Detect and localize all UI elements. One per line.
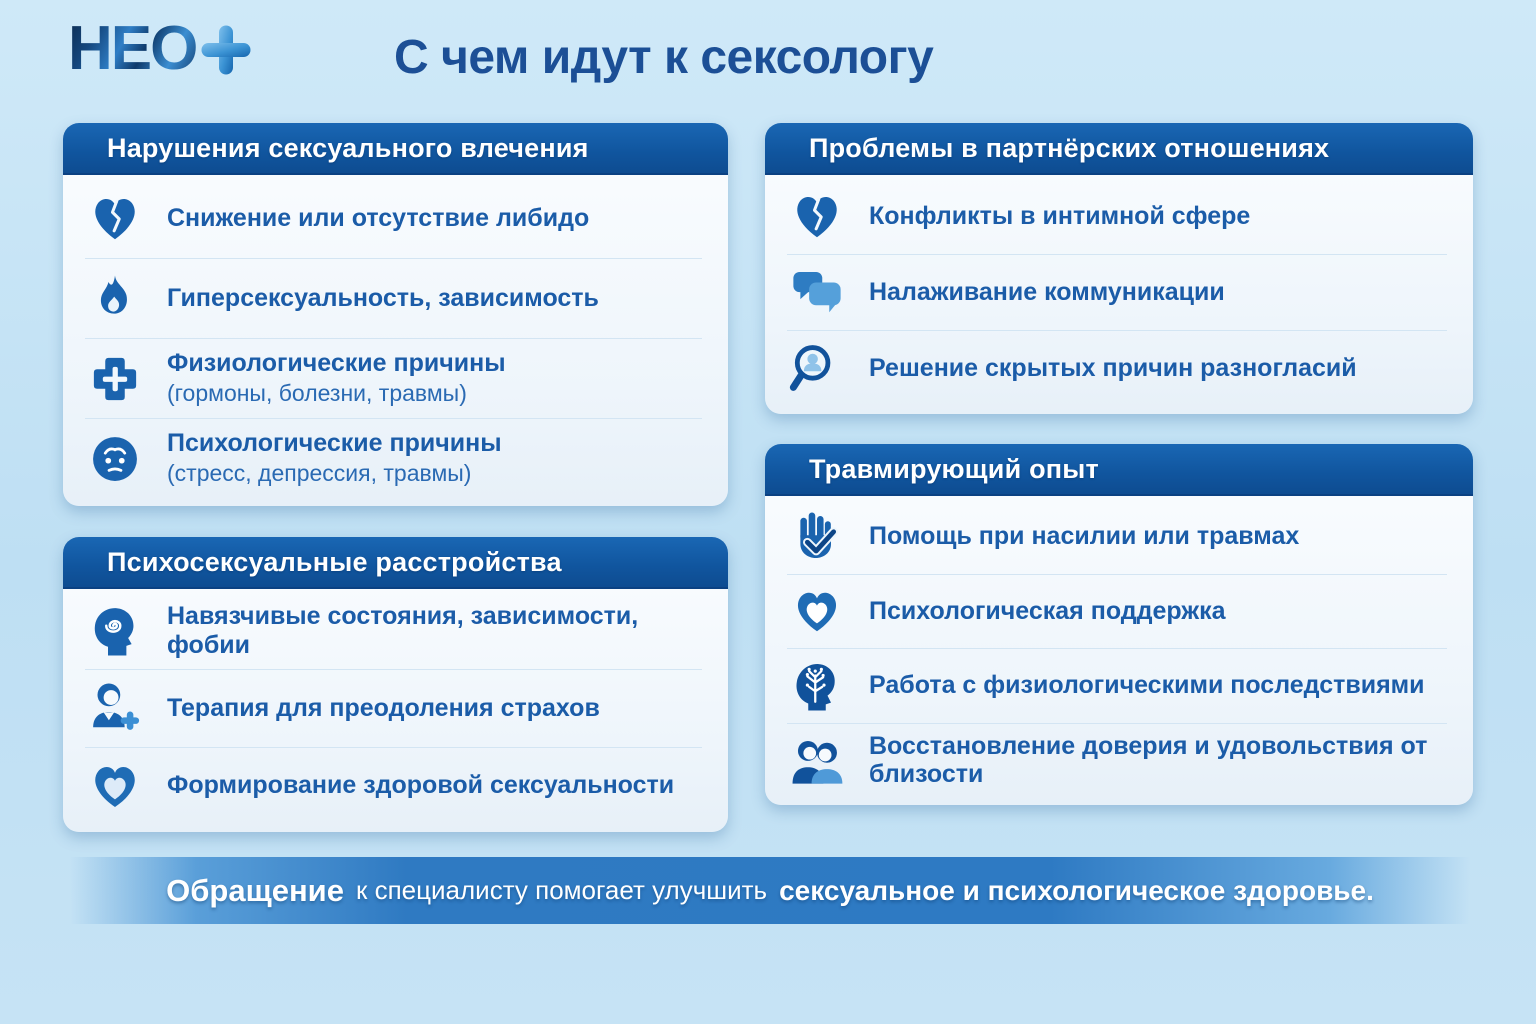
list-item	[787, 330, 1447, 406]
medical-cross-icon	[85, 353, 145, 405]
item-sublabel: (гормоны, болезни, травмы)	[167, 380, 467, 407]
logo-text: НЕО	[68, 14, 197, 83]
card-body	[63, 589, 728, 832]
card-header: Психосексуальные расстройства	[63, 537, 728, 589]
item-label: Помощь при насилии или травмах	[869, 522, 1300, 551]
item-label: Налаживание коммуникации	[869, 278, 1225, 307]
item-label: Снижение или отсутствие либидо	[167, 204, 590, 233]
card-sexual-desire-disorders	[63, 123, 728, 506]
broken-heart-icon	[787, 190, 847, 244]
couple-icon	[787, 731, 847, 789]
item-label: Гиперсексуальность, зависимость	[167, 284, 599, 313]
footer-banner	[70, 857, 1470, 924]
item-label: Терапия для преодоления страхов	[167, 694, 600, 723]
item-label: Конфликты в интимной сфере	[869, 202, 1251, 231]
chat-bubbles-icon	[787, 265, 847, 321]
banner-lead-text: Обращение	[166, 872, 344, 908]
item-label: Работа с физиологическими последствиями	[869, 671, 1425, 700]
card-body	[63, 175, 728, 506]
logo-plus-icon	[198, 22, 254, 78]
hand-check-icon	[787, 509, 847, 565]
worried-face-icon	[85, 432, 145, 486]
heart-icon	[85, 758, 145, 814]
card-psychosexual-disorders	[63, 537, 728, 832]
card-header: Травмирующий опыт	[765, 444, 1473, 496]
list-item	[85, 418, 702, 498]
card-header: Проблемы в партнёрских отношениях	[765, 123, 1473, 175]
list-item	[85, 669, 702, 746]
list-item	[787, 254, 1447, 330]
banner-middle-text: к специалисту помогает улучшить	[355, 875, 768, 905]
card-partner-relationship-problems	[765, 123, 1473, 414]
list-item	[787, 648, 1447, 723]
head-spiral-icon	[85, 603, 145, 659]
item-label: Решение скрытых причин разногласий	[869, 354, 1357, 383]
list-item	[787, 574, 1447, 649]
item-label: Восстановление доверия и удовольствия от близости	[869, 731, 1428, 789]
heart-support-icon	[787, 584, 847, 638]
brand-logo	[68, 14, 254, 83]
list-item	[787, 179, 1447, 254]
item-label: Формирование здоровой сексуальности	[167, 771, 675, 800]
card-header: Нарушения сексуального влечения	[63, 123, 728, 175]
list-item	[85, 338, 702, 418]
item-sublabel: (стресс, депрессия, травмы)	[167, 460, 472, 487]
item-label: Психологическая поддержка	[869, 596, 1226, 625]
list-item	[787, 723, 1447, 798]
item-label: Навязчивые состояния, зависимости, фобии	[167, 602, 639, 660]
list-item	[85, 179, 702, 258]
banner-emphasis-text: сексуальное и психологическое здоровье.	[779, 874, 1374, 906]
magnifier-head-icon	[787, 341, 847, 397]
item-label: Психологические причины	[167, 429, 502, 458]
head-tree-icon	[787, 658, 847, 714]
card-body	[765, 496, 1473, 805]
page-title: С чем идут к сексологу	[394, 31, 934, 84]
list-item	[85, 593, 702, 669]
card-traumatic-experience	[765, 444, 1473, 805]
broken-heart-icon	[85, 192, 145, 246]
list-item	[787, 500, 1447, 574]
person-plus-icon	[85, 680, 145, 736]
list-item	[85, 747, 702, 824]
card-body	[765, 175, 1473, 414]
item-label: Физиологические причины	[167, 349, 506, 378]
list-item	[85, 258, 702, 338]
flame-icon	[85, 273, 145, 325]
